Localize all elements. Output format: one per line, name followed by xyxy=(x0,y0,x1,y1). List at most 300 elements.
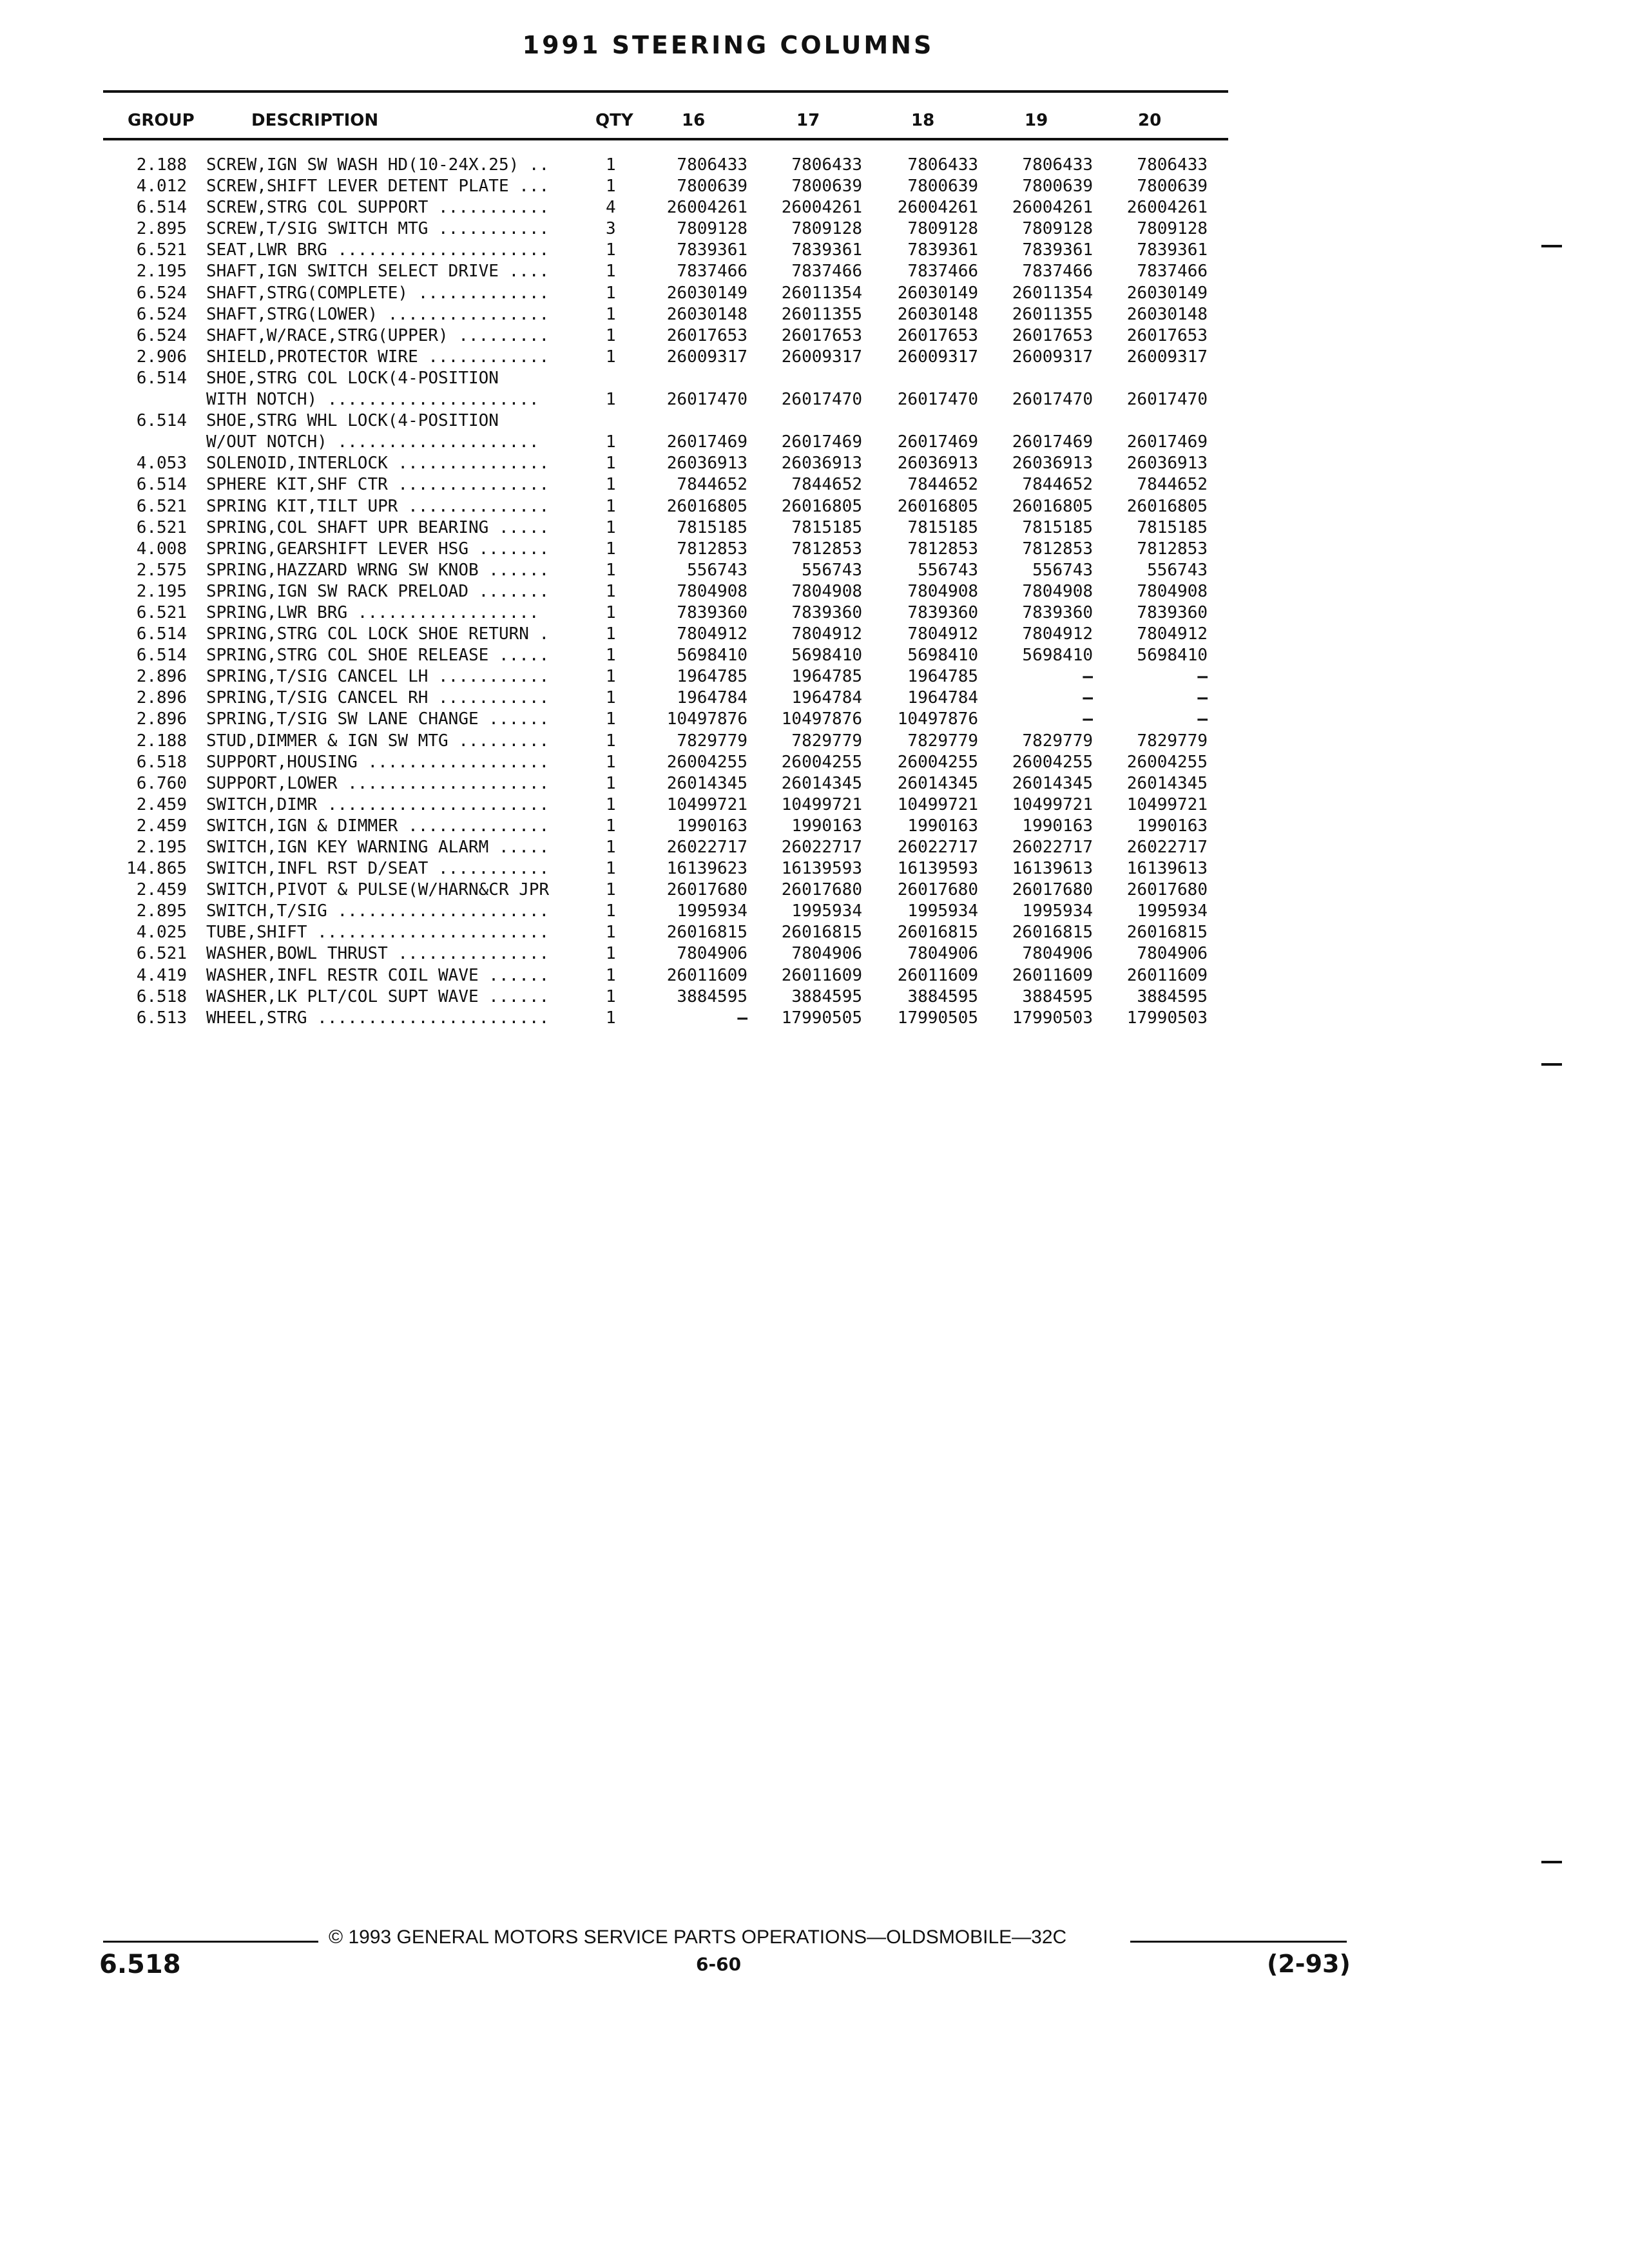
row-part-number: 26030148 xyxy=(666,304,747,324)
row-description: SUPPORT,LOWER .................... xyxy=(206,773,550,793)
table-row xyxy=(0,645,1629,666)
row-group: 6.521 xyxy=(136,496,187,516)
table-row xyxy=(0,560,1629,581)
row-group: 2.575 xyxy=(136,560,187,580)
row-part-number: 7804908 xyxy=(677,581,747,601)
row-part-number: 26017470 xyxy=(1126,390,1208,410)
row-part-number: 26017470 xyxy=(781,390,862,410)
row-part-number: 556743 xyxy=(687,560,747,580)
table-row xyxy=(0,410,1629,432)
row-group: 4.012 xyxy=(136,177,187,197)
row-part-number: 7804908 xyxy=(1022,581,1093,601)
table-row xyxy=(0,240,1629,261)
table-row xyxy=(0,794,1629,816)
row-part-number: 3884595 xyxy=(791,986,862,1006)
table-row xyxy=(0,347,1629,368)
row-part-number: 7812853 xyxy=(791,539,862,559)
row-group: 2.895 xyxy=(136,219,187,239)
row-group: 2.896 xyxy=(136,709,187,729)
row-part-number: 7804912 xyxy=(791,624,862,644)
row-part-number: 7839360 xyxy=(907,602,978,622)
row-part-number: 7804912 xyxy=(1137,624,1208,644)
row-group: 6.518 xyxy=(136,986,187,1006)
row-part-number: 26017469 xyxy=(1012,432,1093,452)
row-part-number: 26017680 xyxy=(666,880,747,900)
row-description: SHAFT,IGN SWITCH SELECT DRIVE .... xyxy=(206,262,550,282)
row-part-number: 7806433 xyxy=(677,155,747,175)
row-part-number: 26017653 xyxy=(897,325,978,345)
row-part-number: 7800639 xyxy=(677,177,747,197)
row-qty: 1 xyxy=(606,539,616,559)
row-group: 6.514 xyxy=(136,368,187,388)
row-qty: 1 xyxy=(606,838,616,857)
row-group: 6.518 xyxy=(136,752,187,772)
row-part-number: 1990163 xyxy=(1022,816,1093,836)
row-part-number: 1964784 xyxy=(791,688,862,708)
row-description: WITH NOTCH) ..................... xyxy=(206,390,539,410)
header-col-20: 20 xyxy=(1138,111,1162,130)
row-part-number: 1964785 xyxy=(677,667,747,687)
row-part-number: 17990505 xyxy=(781,1008,862,1028)
table-row xyxy=(0,752,1629,773)
row-part-number: 7829779 xyxy=(677,731,747,751)
row-qty: 1 xyxy=(606,752,616,772)
row-group: 2.459 xyxy=(136,880,187,900)
row-qty: 1 xyxy=(606,390,616,410)
row-part-number: 26009317 xyxy=(781,347,862,367)
table-row xyxy=(0,176,1629,197)
row-part-number: 3884595 xyxy=(677,986,747,1006)
row-group: 6.514 xyxy=(136,475,187,495)
row-description: SPRING,COL SHAFT UPR BEARING ..... xyxy=(206,517,550,537)
row-part-number: 7812853 xyxy=(1137,539,1208,559)
row-part-number: 7839361 xyxy=(1137,240,1208,260)
row-part-number: 26036913 xyxy=(781,454,862,474)
row-part-number: 5698410 xyxy=(677,646,747,666)
row-part-number: 26004255 xyxy=(1126,752,1208,772)
table-row xyxy=(0,197,1629,218)
table-row xyxy=(0,1008,1629,1029)
row-qty: 1 xyxy=(606,816,616,836)
row-part-number: 7804908 xyxy=(791,581,862,601)
row-part-number: 26011355 xyxy=(781,304,862,324)
table-row xyxy=(0,218,1629,240)
row-part-number: 10497876 xyxy=(897,709,978,729)
row-part-number: 26017680 xyxy=(897,880,978,900)
row-part-number: 26014345 xyxy=(666,773,747,793)
row-part-number: 1995934 xyxy=(1137,901,1208,921)
row-group: 6.514 xyxy=(136,198,187,218)
row-description: SWITCH,IGN & DIMMER .............. xyxy=(206,816,550,836)
row-description: SEAT,LWR BRG ..................... xyxy=(206,240,550,260)
row-part-number: 3884595 xyxy=(1022,986,1093,1006)
row-part-number: 7837466 xyxy=(791,262,862,282)
row-part-number: 556743 xyxy=(1032,560,1093,580)
row-description: SCREW,IGN SW WASH HD(10-24X.25) .. xyxy=(206,155,550,175)
row-part-number: 7804906 xyxy=(677,944,747,964)
row-part-number: 7812853 xyxy=(1022,539,1093,559)
row-part-number: 7809128 xyxy=(907,219,978,239)
row-part-number: 1995934 xyxy=(907,901,978,921)
table-row xyxy=(0,731,1629,752)
row-part-number: 26011354 xyxy=(781,283,862,303)
row-part-number: 7844652 xyxy=(791,475,862,495)
row-part-number: 26014345 xyxy=(1126,773,1208,793)
row-part-number: 26017653 xyxy=(781,325,862,345)
row-description: SWITCH,INFL RST D/SEAT ........... xyxy=(206,859,550,879)
row-part-number: 26011355 xyxy=(1012,304,1093,324)
row-part-number: 7804912 xyxy=(907,624,978,644)
row-group: 2.896 xyxy=(136,667,187,687)
row-part-number: 10497876 xyxy=(781,709,862,729)
row-part-number: 16139613 xyxy=(1012,859,1093,879)
row-part-number: 7806433 xyxy=(1137,155,1208,175)
parts-table xyxy=(0,155,1629,1029)
row-part-number: 26011609 xyxy=(666,965,747,985)
table-row xyxy=(0,816,1629,837)
row-part-number: 7839360 xyxy=(677,602,747,622)
row-description: WASHER,BOWL THRUST ............... xyxy=(206,944,550,964)
row-part-number: — xyxy=(1197,709,1208,729)
row-description: SPRING,T/SIG SW LANE CHANGE ...... xyxy=(206,709,550,729)
row-part-number: 1990163 xyxy=(791,816,862,836)
row-part-number: 1964785 xyxy=(907,667,978,687)
row-part-number: 7829779 xyxy=(1137,731,1208,751)
row-part-number: 7804906 xyxy=(1137,944,1208,964)
row-part-number: 17990503 xyxy=(1126,1008,1208,1028)
row-part-number: 7829779 xyxy=(791,731,862,751)
row-part-number: 26017470 xyxy=(666,390,747,410)
row-part-number: 26016805 xyxy=(1012,496,1093,516)
row-group: 6.521 xyxy=(136,517,187,537)
row-part-number: 7815185 xyxy=(677,517,747,537)
margin-mark xyxy=(1541,245,1562,247)
row-part-number: 26009317 xyxy=(1012,347,1093,367)
row-part-number: 26004261 xyxy=(897,198,978,218)
row-description: SPRING,STRG COL SHOE RELEASE ..... xyxy=(206,646,550,666)
row-qty: 1 xyxy=(606,688,616,708)
row-part-number: 556743 xyxy=(918,560,978,580)
row-description: SHAFT,STRG(COMPLETE) ............. xyxy=(206,283,550,303)
row-qty: 1 xyxy=(606,602,616,622)
row-part-number: 7804906 xyxy=(791,944,862,964)
top-rule xyxy=(103,90,1228,93)
table-row xyxy=(0,709,1629,730)
row-group: 4.008 xyxy=(136,539,187,559)
row-part-number: 26017469 xyxy=(781,432,862,452)
row-part-number: 26017470 xyxy=(897,390,978,410)
footer-page-number: 6-60 xyxy=(696,1954,742,1975)
row-part-number: 26036913 xyxy=(1012,454,1093,474)
row-part-number: 7837466 xyxy=(1137,262,1208,282)
row-description: SHIELD,PROTECTOR WIRE ............ xyxy=(206,347,550,367)
row-part-number: 26011609 xyxy=(781,965,862,985)
row-description: SWITCH,T/SIG ..................... xyxy=(206,901,550,921)
row-part-number: 10499721 xyxy=(1012,794,1093,814)
row-part-number: 1995934 xyxy=(677,901,747,921)
row-part-number: 26016815 xyxy=(781,923,862,943)
row-part-number: 7806433 xyxy=(907,155,978,175)
row-part-number: 1990163 xyxy=(677,816,747,836)
row-description: SCREW,T/SIG SWITCH MTG ........... xyxy=(206,219,550,239)
header-qty: QTY xyxy=(595,111,633,130)
row-part-number: 10499721 xyxy=(781,794,862,814)
row-part-number: 26030149 xyxy=(666,283,747,303)
row-part-number: 26009317 xyxy=(897,347,978,367)
row-part-number: 26016815 xyxy=(666,923,747,943)
row-group: 2.459 xyxy=(136,794,187,814)
footer-revision-date: (2-93) xyxy=(1267,1950,1351,1978)
row-part-number: — xyxy=(737,1008,747,1028)
row-part-number: 7812853 xyxy=(907,539,978,559)
row-group: 2.188 xyxy=(136,155,187,175)
row-description: SHOE,STRG WHL LOCK(4-POSITION xyxy=(206,411,499,431)
row-qty: 1 xyxy=(606,646,616,666)
row-part-number: 17990505 xyxy=(897,1008,978,1028)
row-part-number: 7800639 xyxy=(1137,177,1208,197)
row-part-number: 26022717 xyxy=(1126,838,1208,857)
row-group: 6.524 xyxy=(136,325,187,345)
row-group: 2.195 xyxy=(136,262,187,282)
row-part-number: 26004255 xyxy=(666,752,747,772)
row-qty: 1 xyxy=(606,347,616,367)
row-part-number: 7844652 xyxy=(677,475,747,495)
row-part-number: 26016815 xyxy=(1126,923,1208,943)
header-rule xyxy=(103,138,1228,140)
table-row xyxy=(0,602,1629,624)
table-row xyxy=(0,474,1629,495)
row-group: 2.188 xyxy=(136,731,187,751)
row-qty: 1 xyxy=(606,965,616,985)
row-part-number: 5698410 xyxy=(907,646,978,666)
row-description: WASHER,INFL RESTR COIL WAVE ...... xyxy=(206,965,550,985)
row-part-number: 7839361 xyxy=(1022,240,1093,260)
row-part-number: 26036913 xyxy=(1126,454,1208,474)
row-part-number: 7839361 xyxy=(677,240,747,260)
footer-group-number: 6.518 xyxy=(99,1950,181,1979)
row-qty: 1 xyxy=(606,475,616,495)
row-part-number: 7809128 xyxy=(1137,219,1208,239)
row-part-number: 7804908 xyxy=(907,581,978,601)
row-part-number: 7844652 xyxy=(907,475,978,495)
table-row xyxy=(0,624,1629,645)
row-group: 6.514 xyxy=(136,624,187,644)
row-part-number: 7815185 xyxy=(907,517,978,537)
row-qty: 1 xyxy=(606,709,616,729)
row-part-number: 7839361 xyxy=(791,240,862,260)
row-qty: 1 xyxy=(606,624,616,644)
row-part-number: 26004261 xyxy=(666,198,747,218)
table-row xyxy=(0,922,1629,943)
row-group: 6.521 xyxy=(136,602,187,622)
row-part-number: 3884595 xyxy=(907,986,978,1006)
row-part-number: 26017653 xyxy=(1012,325,1093,345)
row-group: 6.524 xyxy=(136,283,187,303)
row-description: SPRING,IGN SW RACK PRELOAD ....... xyxy=(206,581,550,601)
row-part-number: 26011609 xyxy=(1126,965,1208,985)
row-part-number: 1990163 xyxy=(907,816,978,836)
row-qty: 1 xyxy=(606,304,616,324)
row-part-number: 16139593 xyxy=(897,859,978,879)
row-part-number: 10499721 xyxy=(666,794,747,814)
row-part-number: — xyxy=(1083,688,1093,708)
row-description: SUPPORT,HOUSING .................. xyxy=(206,752,550,772)
row-qty: 1 xyxy=(606,560,616,580)
row-part-number: 26014345 xyxy=(781,773,862,793)
row-part-number: 7804912 xyxy=(677,624,747,644)
row-part-number: 26016815 xyxy=(897,923,978,943)
row-part-number: 26011609 xyxy=(1012,965,1093,985)
row-description: SPRING,T/SIG CANCEL RH ........... xyxy=(206,688,550,708)
footer-copyright: © 1993 GENERAL MOTORS SERVICE PARTS OPERATIONS—OLDSMOBILE—32C xyxy=(329,1927,1067,1948)
row-description: SPRING,T/SIG CANCEL LH ........... xyxy=(206,667,550,687)
row-part-number: 5698410 xyxy=(1137,646,1208,666)
row-part-number: 7804908 xyxy=(1137,581,1208,601)
table-row xyxy=(0,581,1629,602)
row-part-number: 26017470 xyxy=(1012,390,1093,410)
table-row xyxy=(0,453,1629,474)
row-description: SPRING,STRG COL LOCK SHOE RETURN . xyxy=(206,624,550,644)
row-part-number: 17990503 xyxy=(1012,1008,1093,1028)
row-part-number: — xyxy=(1197,688,1208,708)
row-description: SWITCH,PIVOT & PULSE(W/HARN&CR JPR xyxy=(206,880,550,900)
row-qty: 1 xyxy=(606,731,616,751)
table-row xyxy=(0,283,1629,304)
row-description: SHAFT,STRG(LOWER) ................ xyxy=(206,304,550,324)
row-description: STUD,DIMMER & IGN SW MTG ......... xyxy=(206,731,550,751)
row-part-number: 3884595 xyxy=(1137,986,1208,1006)
row-qty: 1 xyxy=(606,581,616,601)
row-qty: 1 xyxy=(606,496,616,516)
row-part-number: 26017680 xyxy=(1012,880,1093,900)
row-qty: 1 xyxy=(606,325,616,345)
row-qty: 1 xyxy=(606,432,616,452)
page-title: 1991 STEERING COLUMNS xyxy=(522,31,934,59)
row-part-number: 7837466 xyxy=(677,262,747,282)
header-col-16: 16 xyxy=(682,111,706,130)
row-description: WHEEL,STRG ....................... xyxy=(206,1008,550,1028)
row-part-number: 16139593 xyxy=(781,859,862,879)
row-description: SCREW,SHIFT LEVER DETENT PLATE ... xyxy=(206,177,550,197)
row-description: SPRING KIT,TILT UPR .............. xyxy=(206,496,550,516)
row-part-number: 26011354 xyxy=(1012,283,1093,303)
row-group: 6.521 xyxy=(136,944,187,964)
row-part-number: 556743 xyxy=(802,560,862,580)
row-part-number: 10499721 xyxy=(1126,794,1208,814)
row-qty: 1 xyxy=(606,901,616,921)
row-description: SHOE,STRG COL LOCK(4-POSITION xyxy=(206,368,499,388)
row-part-number: 556743 xyxy=(1147,560,1208,580)
table-row xyxy=(0,879,1629,901)
row-description: SWITCH,IGN KEY WARNING ALARM ..... xyxy=(206,838,550,857)
row-part-number: 26030149 xyxy=(1126,283,1208,303)
row-group: 4.419 xyxy=(136,965,187,985)
table-row xyxy=(0,858,1629,879)
row-part-number: 7806433 xyxy=(791,155,862,175)
row-qty: 1 xyxy=(606,155,616,175)
row-part-number: 26004261 xyxy=(1126,198,1208,218)
table-row xyxy=(0,965,1629,986)
row-part-number: 1995934 xyxy=(791,901,862,921)
header-col-19: 19 xyxy=(1025,111,1048,130)
row-part-number: 26009317 xyxy=(666,347,747,367)
row-part-number: 1964785 xyxy=(791,667,862,687)
row-qty: 4 xyxy=(606,198,616,218)
row-part-number: 26004261 xyxy=(1012,198,1093,218)
row-part-number: 10499721 xyxy=(897,794,978,814)
row-qty: 1 xyxy=(606,859,616,879)
row-part-number: 26030148 xyxy=(1126,304,1208,324)
row-description: SPHERE KIT,SHF CTR ............... xyxy=(206,475,550,495)
row-qty: 1 xyxy=(606,944,616,964)
table-row xyxy=(0,517,1629,539)
row-part-number: 26016805 xyxy=(666,496,747,516)
row-part-number: 26030148 xyxy=(897,304,978,324)
row-part-number: 7829779 xyxy=(1022,731,1093,751)
table-row xyxy=(0,837,1629,858)
row-part-number: 1995934 xyxy=(1022,901,1093,921)
header-description: DESCRIPTION xyxy=(251,111,379,130)
row-part-number: 26004255 xyxy=(1012,752,1093,772)
table-row xyxy=(0,539,1629,560)
table-row xyxy=(0,943,1629,965)
row-part-number: 7839360 xyxy=(1137,602,1208,622)
margin-mark xyxy=(1541,1063,1562,1066)
row-part-number: 5698410 xyxy=(1022,646,1093,666)
row-part-number: 7809128 xyxy=(791,219,862,239)
row-part-number: 26014345 xyxy=(897,773,978,793)
row-part-number: 26004255 xyxy=(897,752,978,772)
row-qty: 3 xyxy=(606,219,616,239)
row-description: SOLENOID,INTERLOCK ............... xyxy=(206,454,550,474)
row-part-number: 26017469 xyxy=(897,432,978,452)
row-part-number: 26014345 xyxy=(1012,773,1093,793)
table-row xyxy=(0,986,1629,1008)
row-part-number: 26022717 xyxy=(781,838,862,857)
row-part-number: 26036913 xyxy=(897,454,978,474)
row-qty: 1 xyxy=(606,454,616,474)
row-qty: 1 xyxy=(606,240,616,260)
table-row xyxy=(0,368,1629,389)
row-part-number: — xyxy=(1083,709,1093,729)
row-group: 4.053 xyxy=(136,454,187,474)
row-part-number: 16139613 xyxy=(1126,859,1208,879)
row-part-number: 7839360 xyxy=(791,602,862,622)
row-description: SWITCH,DIMR ...................... xyxy=(206,794,550,814)
table-row xyxy=(0,496,1629,517)
row-group: 2.906 xyxy=(136,347,187,367)
table-row xyxy=(0,432,1629,453)
row-part-number: 5698410 xyxy=(791,646,862,666)
row-part-number: 26011609 xyxy=(897,965,978,985)
row-part-number: 7844652 xyxy=(1022,475,1093,495)
row-qty: 1 xyxy=(606,986,616,1006)
row-part-number: 26016805 xyxy=(781,496,862,516)
margin-mark xyxy=(1541,1861,1562,1863)
row-group: 6.514 xyxy=(136,411,187,431)
row-part-number: 26017653 xyxy=(666,325,747,345)
row-part-number: 16139623 xyxy=(666,859,747,879)
row-qty: 1 xyxy=(606,262,616,282)
row-group: 6.524 xyxy=(136,304,187,324)
row-part-number: 26022717 xyxy=(1012,838,1093,857)
row-qty: 1 xyxy=(606,517,616,537)
row-qty: 1 xyxy=(606,1008,616,1028)
row-part-number: 7804912 xyxy=(1022,624,1093,644)
row-part-number: 26004261 xyxy=(781,198,862,218)
row-qty: 1 xyxy=(606,177,616,197)
row-group: 2.195 xyxy=(136,581,187,601)
